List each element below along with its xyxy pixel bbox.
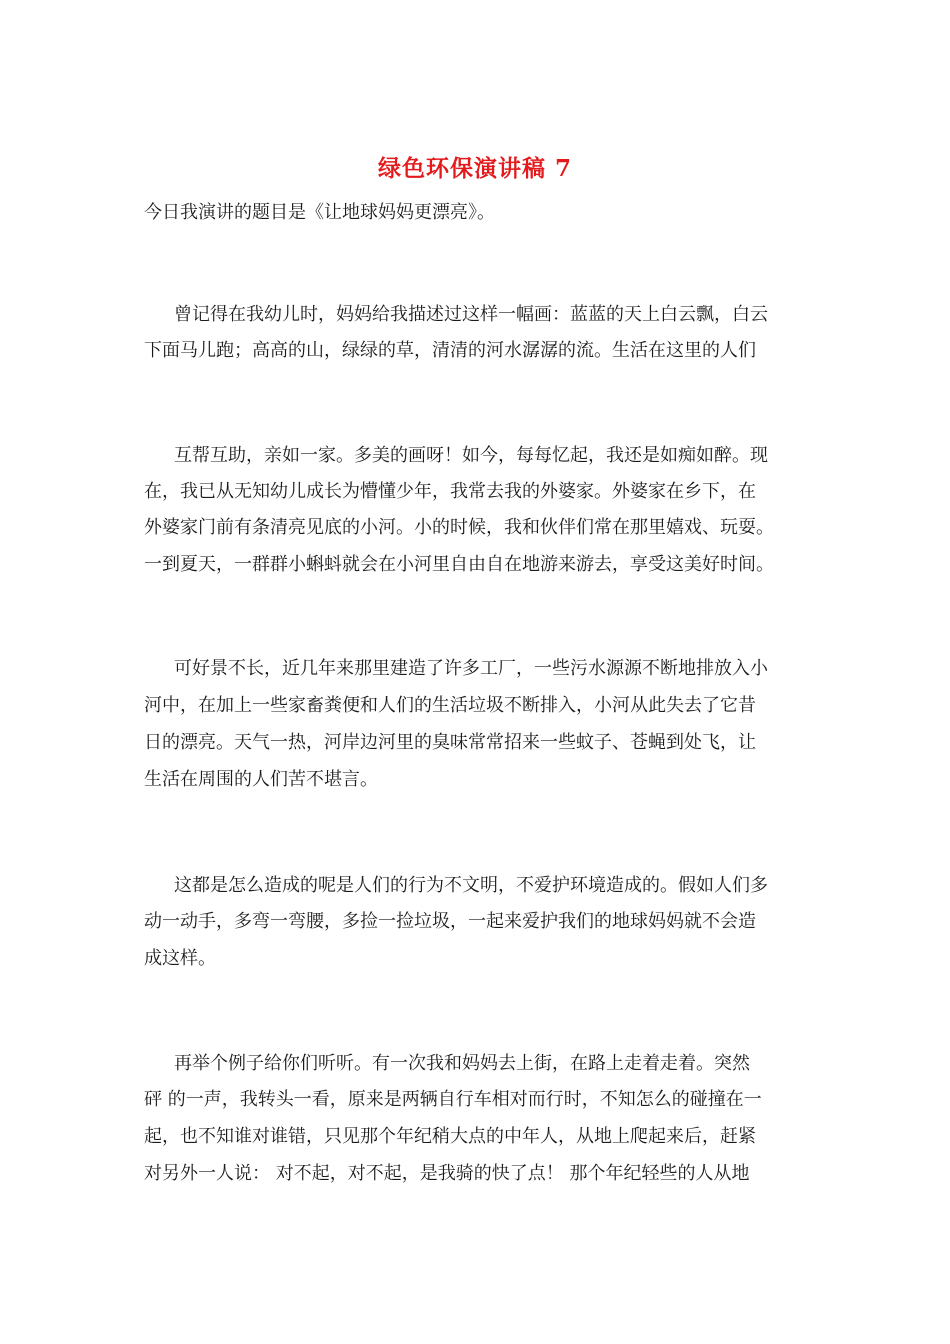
paragraph-3-line-1: 可好景不长，近几年来那里建造了许多工厂，一些污水源源不断地排放入小 [174, 658, 768, 679]
paragraph-2-line-3: 外婆家门前有条清亮见底的小河。小的时候，我和伙伴们常在那里嬉戏、玩耍。 [144, 517, 774, 538]
paragraph-2-line-4: 一到夏天，一群群小蝌蚪就会在小河里自由自在地游来游去，享受这美好时间。 [144, 554, 774, 575]
paragraph-3-line-2: 河中，在加上一些家畜粪便和人们的生活垃圾不断排入，小河从此失去了它昔 [144, 695, 756, 716]
paragraph-1-line-1: 曾记得在我幼儿时，妈妈给我描述过这样一幅画：蓝蓝的天上白云飘，白云 [174, 304, 768, 325]
paragraph-4-line-1: 这都是怎么造成的呢是人们的行为不文明，不爱护环境造成的。假如人们多 [174, 875, 768, 896]
paragraph-2-line-1: 互帮互助，亲如一家。多美的画呀！如今，每每忆起，我还是如痴如醉。现 [174, 445, 768, 466]
paragraph-5-line-4: 对另外一人说： 对不起，对不起，是我骑的快了点！ 那个年纪轻些的人从地 [144, 1163, 750, 1184]
paragraph-1-line-2: 下面马儿跑；高高的山，绿绿的草，清清的河水潺潺的流。生活在这里的人们 [144, 340, 756, 361]
document-title: 绿色环保演讲稿 7 [377, 155, 572, 182]
paragraph-4-line-3: 成这样。 [144, 948, 216, 969]
paragraph-2-line-2: 在，我已从无知幼儿成长为懵懂少年，我常去我的外婆家。外婆家在乡下，在 [144, 481, 756, 502]
paragraph-5-line-1: 再举个例子给你们听听。有一次我和妈妈去上街，在路上走着走着。突然 [174, 1053, 750, 1074]
paragraph-3-line-4: 生活在周围的人们苦不堪言。 [144, 769, 378, 790]
paragraph-3-line-3: 日的漂亮。天气一热，河岸边河里的臭味常常招来一些蚊子、苍蝇到处飞，让 [144, 732, 756, 753]
intro-line: 今日我演讲的题目是《让地球妈妈更漂亮》。 [144, 202, 495, 223]
paragraph-5-line-3: 起，也不知谁对谁错，只见那个年纪稍大点的中年人，从地上爬起来后，赶紧 [144, 1126, 756, 1147]
paragraph-4-line-2: 动一动手，多弯一弯腰，多捡一捡垃圾，一起来爱护我们的地球妈妈就不会造 [144, 911, 756, 932]
paragraph-5-line-2: 砰 的一声，我转头一看，原来是两辆自行车相对而行时，不知怎么的碰撞在一 [144, 1089, 762, 1110]
